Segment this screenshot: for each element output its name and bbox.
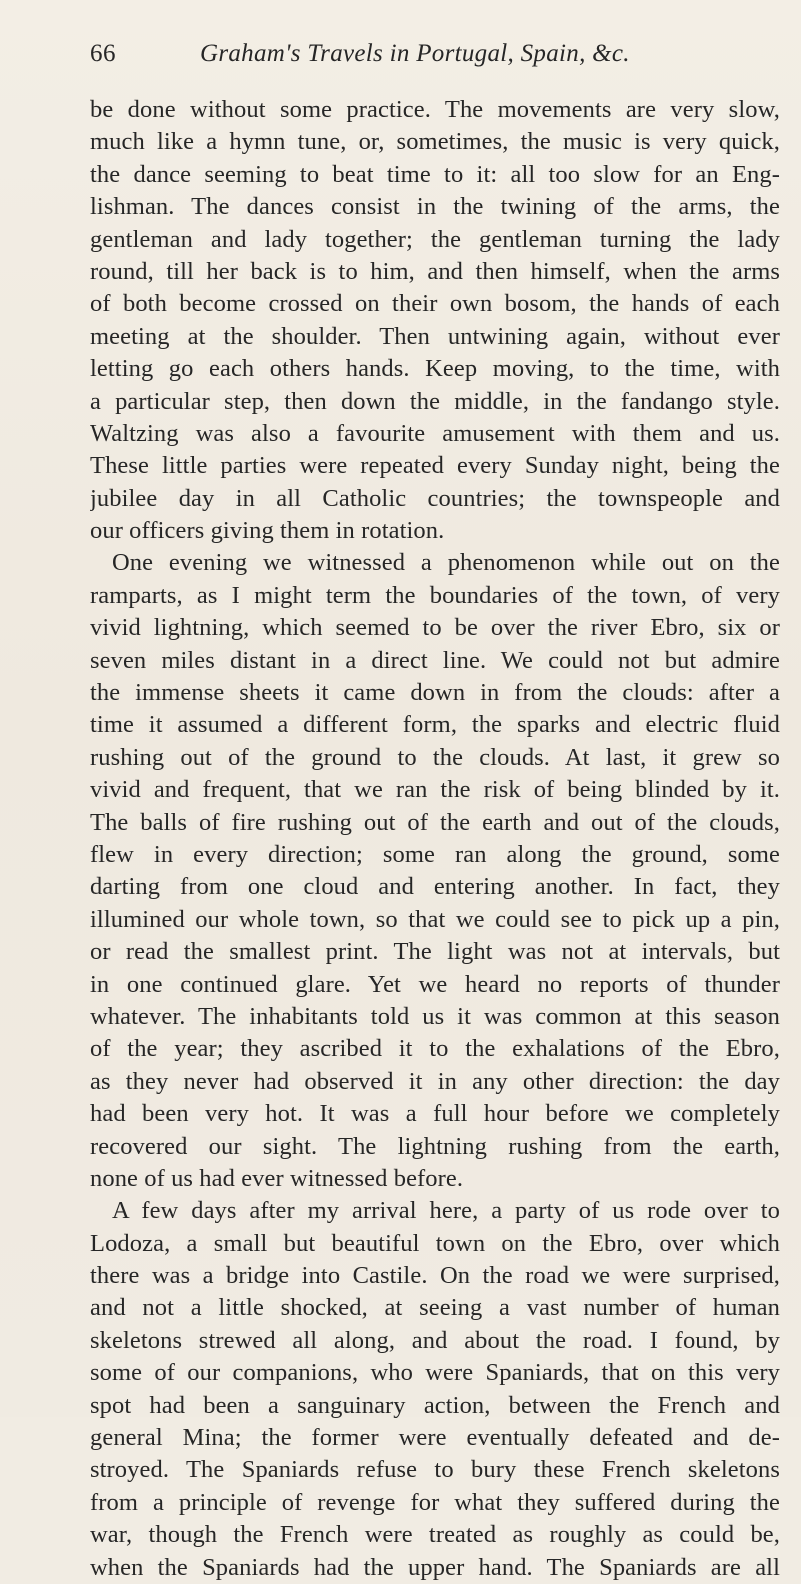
text-line: general Mina; the former were eventually defeated and de- — [90, 1424, 780, 1452]
text-line: the immense sheets it came down in from the clouds: after a — [90, 679, 780, 707]
body-text — [90, 94, 780, 1584]
text-line: ramparts, as I might term the boundaries of the town, of very — [90, 581, 780, 609]
text-line: illumined our whole town, so that we could see to pick up a pin, — [90, 905, 780, 933]
text-line: as they never had observed it in any other direction: the day — [90, 1067, 780, 1095]
text-line: whatever. The inhabitants told us it was common at this season — [90, 1002, 780, 1030]
text-line: The balls of fire rushing out of the earth and out of the clouds, — [90, 808, 780, 836]
text-line: meeting at the shoulder. Then untwining again, without ever — [90, 322, 780, 350]
text-line: lishman. The dances consist in the twining of the arms, the — [90, 193, 780, 221]
text-line: letting go each others hands. Keep moving, to the time, with — [90, 355, 780, 383]
text-line: Lodoza, a small but beautiful town on the Ebro, over which — [90, 1229, 780, 1257]
text-line: from a principle of revenge for what they suffered during the — [90, 1488, 780, 1516]
text-line: A few days after my arrival here, a party of us rode over to — [112, 1197, 780, 1225]
text-line: none of us had ever witnessed before. — [90, 1164, 464, 1192]
text-line: jubilee day in all Catholic countries; the townspeople and — [90, 484, 780, 512]
text-line: the dance seeming to beat time to it: all too slow for an Eng- — [90, 160, 780, 188]
text-line: seven miles distant in a direct line. We could not but admire — [90, 646, 780, 674]
text-line: and not a little shocked, at seeing a vast number of human — [90, 1294, 780, 1322]
text-line: much like a hymn tune, or, sometimes, the music is very quick, — [90, 128, 780, 156]
text-line: there was a bridge into Castile. On the road we were surprised, — [90, 1262, 780, 1290]
text-line: in one continued glare. Yet we heard no reports of thunder — [90, 970, 780, 998]
text-line: be done without some practice. The movements are very slow, — [90, 96, 780, 123]
text-line: These little parties were repeated every Sunday night, being the — [90, 452, 780, 480]
text-line: when the Spaniards had the upper hand. The Spaniards are all — [90, 1553, 780, 1581]
text-line: or read the smallest print. The light was not at intervals, but — [90, 938, 780, 966]
text-line: flew in every direction; some ran along the ground, some — [90, 840, 780, 868]
text-line: darting from one cloud and entering another. In fact, they — [90, 873, 780, 901]
running-title: Graham's Travels in Portugal, Spain, &c. — [200, 40, 630, 67]
text-line: some of our companions, who were Spaniards, that on this very — [90, 1359, 780, 1387]
text-line: spot had been a sanguinary action, between the French and — [90, 1391, 780, 1419]
text-line: stroyed. The Spaniards refuse to bury these French skeletons — [90, 1456, 780, 1484]
running-head — [90, 40, 780, 74]
text-line: our officers giving them in rotation. — [90, 517, 445, 545]
text-line: skeletons strewed all along, and about the road. I found, by — [90, 1326, 780, 1354]
text-line: time it assumed a different form, the sparks and electric fluid — [90, 711, 780, 739]
text-line: had been very hot. It was a full hour before we completely — [90, 1100, 780, 1128]
text-line: rushing out of the ground to the clouds. At last, it grew so — [90, 743, 780, 771]
text-line: recovered our sight. The lightning rushing from the earth, — [90, 1132, 780, 1160]
text-line: of the year; they ascribed it to the exhalations of the Ebro, — [90, 1035, 780, 1063]
text-line: of both become crossed on their own bosom, the hands of each — [90, 290, 780, 318]
page-number: 66 — [90, 40, 116, 67]
text-line: One evening we witnessed a phenomenon while out on the — [112, 549, 780, 577]
text-line: vivid lightning, which seemed to be over the river Ebro, six or — [90, 614, 780, 642]
text-line: a particular step, then down the middle, in the fandango style. — [90, 387, 780, 415]
text-line: vivid and frequent, that we ran the risk of being blinded by it. — [90, 776, 780, 804]
text-line: gentleman and lady together; the gentleman turning the lady — [90, 225, 780, 253]
text-line: Waltzing was also a favourite amusement with them and us. — [90, 419, 780, 447]
text-line: war, though the French were treated as roughly as could be, — [90, 1521, 780, 1549]
text-line: round, till her back is to him, and then himself, when the arms — [90, 257, 780, 285]
